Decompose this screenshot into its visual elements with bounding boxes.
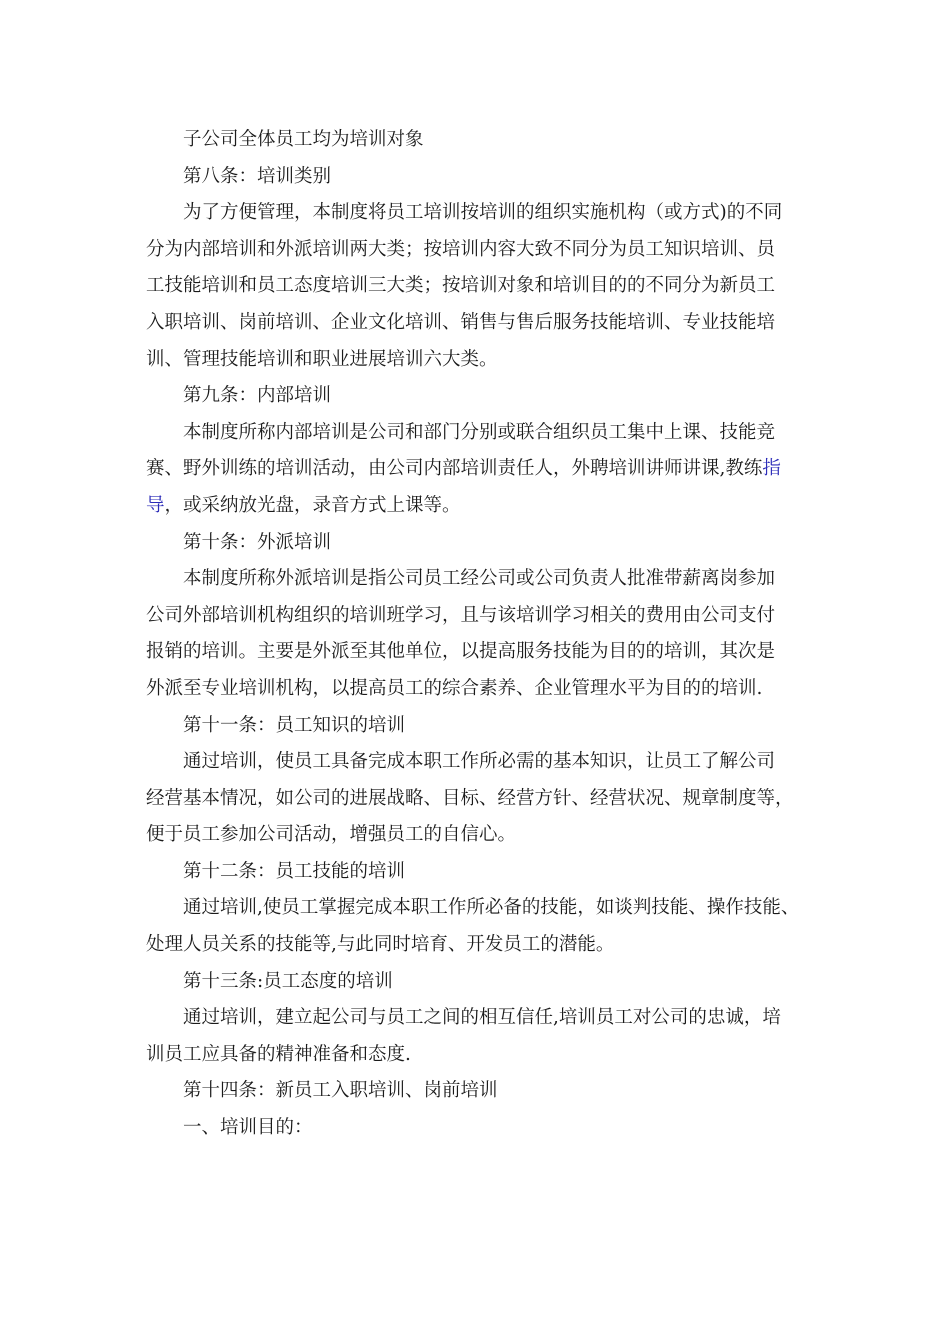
text-line: 子公司全体员工均为培训对象: [183, 129, 424, 150]
text-line: 通过培训,使员工掌握完成本职工作所必备的技能，如谈判技能、操作技能、: [183, 897, 800, 919]
article-8-heading: [146, 159, 822, 196]
text-line: 便于员工参加公司活动，增强员工的自信心。: [146, 824, 517, 846]
heading-text: 第十二条：员工技能的培训: [183, 860, 406, 882]
text-line: 为了方便管理，本制度将员工培训按培训的组织实施机构（或方式)的不同: [183, 202, 783, 224]
text-line: 公司外部培训机构组织的培训班学习，且与该培训学习相关的费用由公司支付: [146, 604, 776, 626]
text-line: 本制度所称外派培训是指公司员工经公司或公司负责人批准带薪离岗参加: [183, 568, 776, 590]
article-12-heading: [146, 854, 822, 891]
text-line: 处理人员关系的技能等,与此同时培育、开发员工的潜能。: [146, 934, 615, 956]
text-line: [146, 451, 822, 488]
text-segment: 赛、野外训练的培训活动，由公司内部培训责任人，外聘培训讲师讲课,教练: [146, 458, 763, 480]
article-13-heading: [146, 964, 822, 1001]
text-line: 经营基本情况，如公司的进展战略、目标、经营方针、经营状况、规章制度等，: [146, 787, 794, 809]
article-9-heading: [146, 378, 822, 415]
text-line: 训、管理技能培训和职业进展培训六大类。: [146, 348, 498, 370]
article-14-heading: [146, 1073, 822, 1110]
heading-text: 第十三条:员工态度的培训: [183, 970, 393, 992]
article-14-item-1: [146, 1110, 822, 1147]
text-line: 通过培训，建立起公司与员工之间的相互信任,培训员工对公司的忠诚，培: [183, 1007, 781, 1029]
article-11-body: [146, 744, 822, 854]
article-9-body: [146, 415, 822, 525]
text-segment: ，或采纳放光盘，录音方式上课等。: [164, 494, 461, 516]
article-10-body: [146, 561, 822, 707]
heading-text: 第十四条：新员工入职培训、岗前培训: [183, 1080, 498, 1102]
heading-text: 第九条：内部培训: [183, 385, 332, 407]
text-line: 报销的培训。主要是外派至其他单位，以提高服务技能为目的的培训，其次是: [146, 641, 776, 663]
text-line: 本制度所称内部培训是公司和部门分别或联合组织员工集中上课、技能竞: [183, 421, 776, 443]
article-10-heading: [146, 525, 822, 562]
heading-text: 第八条：培训类别: [183, 165, 332, 187]
text-line: 通过培训，使员工具备完成本职工作所必需的基本知识，让员工了解公司: [183, 751, 776, 773]
intro-paragraph: [146, 122, 822, 159]
text-line: [146, 488, 822, 525]
text-line: 训员工应具备的精神准备和态度.: [146, 1043, 411, 1065]
guidance-link[interactable]: 指: [762, 458, 781, 480]
heading-text: 第十条：外派培训: [183, 531, 332, 553]
guidance-link-continued[interactable]: 导: [146, 494, 165, 516]
list-item-text: 一、培训目的：: [183, 1117, 313, 1139]
text-line: 外派至专业培训机构，以提高员工的综合素养、企业管理水平为目的的培训.: [146, 677, 763, 699]
text-line: 分为内部培训和外派培训两大类；按培训内容大致不同分为员工知识培训、员: [146, 238, 776, 260]
article-12-body: [146, 890, 822, 963]
article-13-body: [146, 1000, 822, 1073]
article-8-body: [146, 195, 822, 378]
text-line: 入职培训、岗前培训、企业文化培训、销售与售后服务技能培训、专业技能培: [146, 311, 776, 333]
text-line: 工技能培训和员工态度培训三大类；按培训对象和培训目的的不同分为新员工: [146, 275, 776, 297]
heading-text: 第十一条：员工知识的培训: [183, 714, 406, 736]
document-body: [146, 122, 822, 1147]
article-11-heading: [146, 708, 822, 745]
